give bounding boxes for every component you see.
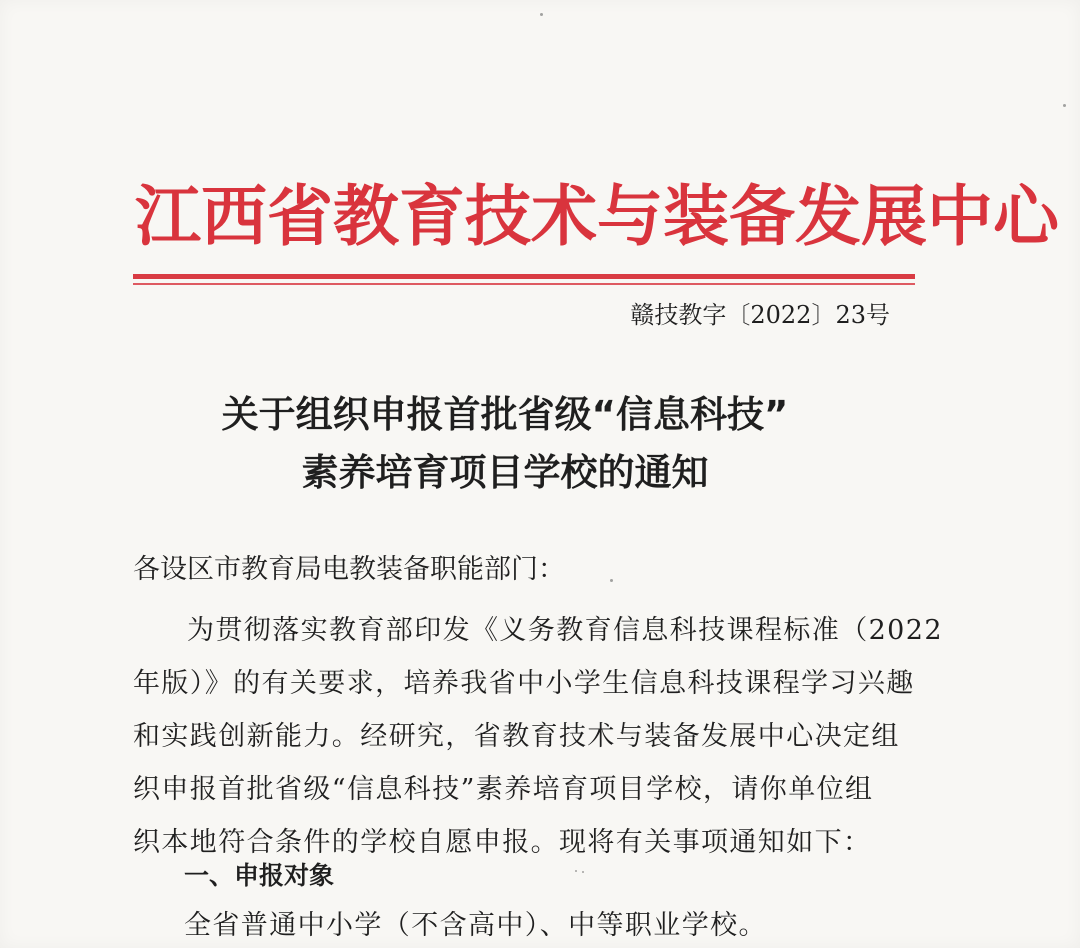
paragraph-line-2: 年版）》的有关要求，培养我省中小学生信息科技课程学习兴趣	[133, 668, 915, 699]
notice-body-paragraph	[133, 604, 943, 869]
scan-speck	[582, 871, 584, 873]
document-number: 赣技教字〔2022〕23号	[630, 301, 890, 329]
notice-title-line-2: 素养培育项目学校的通知	[301, 451, 709, 494]
letterhead-red-rule	[133, 274, 915, 279]
scan-speck	[540, 13, 543, 16]
letterhead-thin-red-rule	[133, 283, 915, 285]
issuing-organization-title: 江西省教育技术与装备发展中心	[135, 178, 1059, 255]
paragraph-line-5: 织本地符合条件的学校自愿申报。现将有关事项通知如下：	[133, 827, 872, 858]
notice-title	[185, 386, 825, 502]
scan-speck	[575, 870, 577, 872]
notice-title-line-1: 关于组织申报首批省级“信息科技”	[221, 393, 789, 436]
scan-speck	[1063, 104, 1066, 107]
section-heading-application-target: 一、申报对象	[184, 861, 335, 890]
salutation: 各设区市教育局电教装备职能部门：	[133, 554, 565, 585]
paragraph-line-1: 为贯彻落实教育部印发《义务教育信息科技课程标准（2022	[187, 615, 943, 646]
paragraph-line-3: 和实践创新能力。经研究，省教育技术与装备发展中心决定组	[133, 721, 900, 752]
application-target-text: 全省普通中小学（不含高中）、中等职业学校。	[184, 910, 767, 941]
scan-speck	[610, 579, 613, 582]
paragraph-line-4: 织申报首批省级“信息科技”素养培育项目学校，请你单位组	[133, 774, 874, 805]
